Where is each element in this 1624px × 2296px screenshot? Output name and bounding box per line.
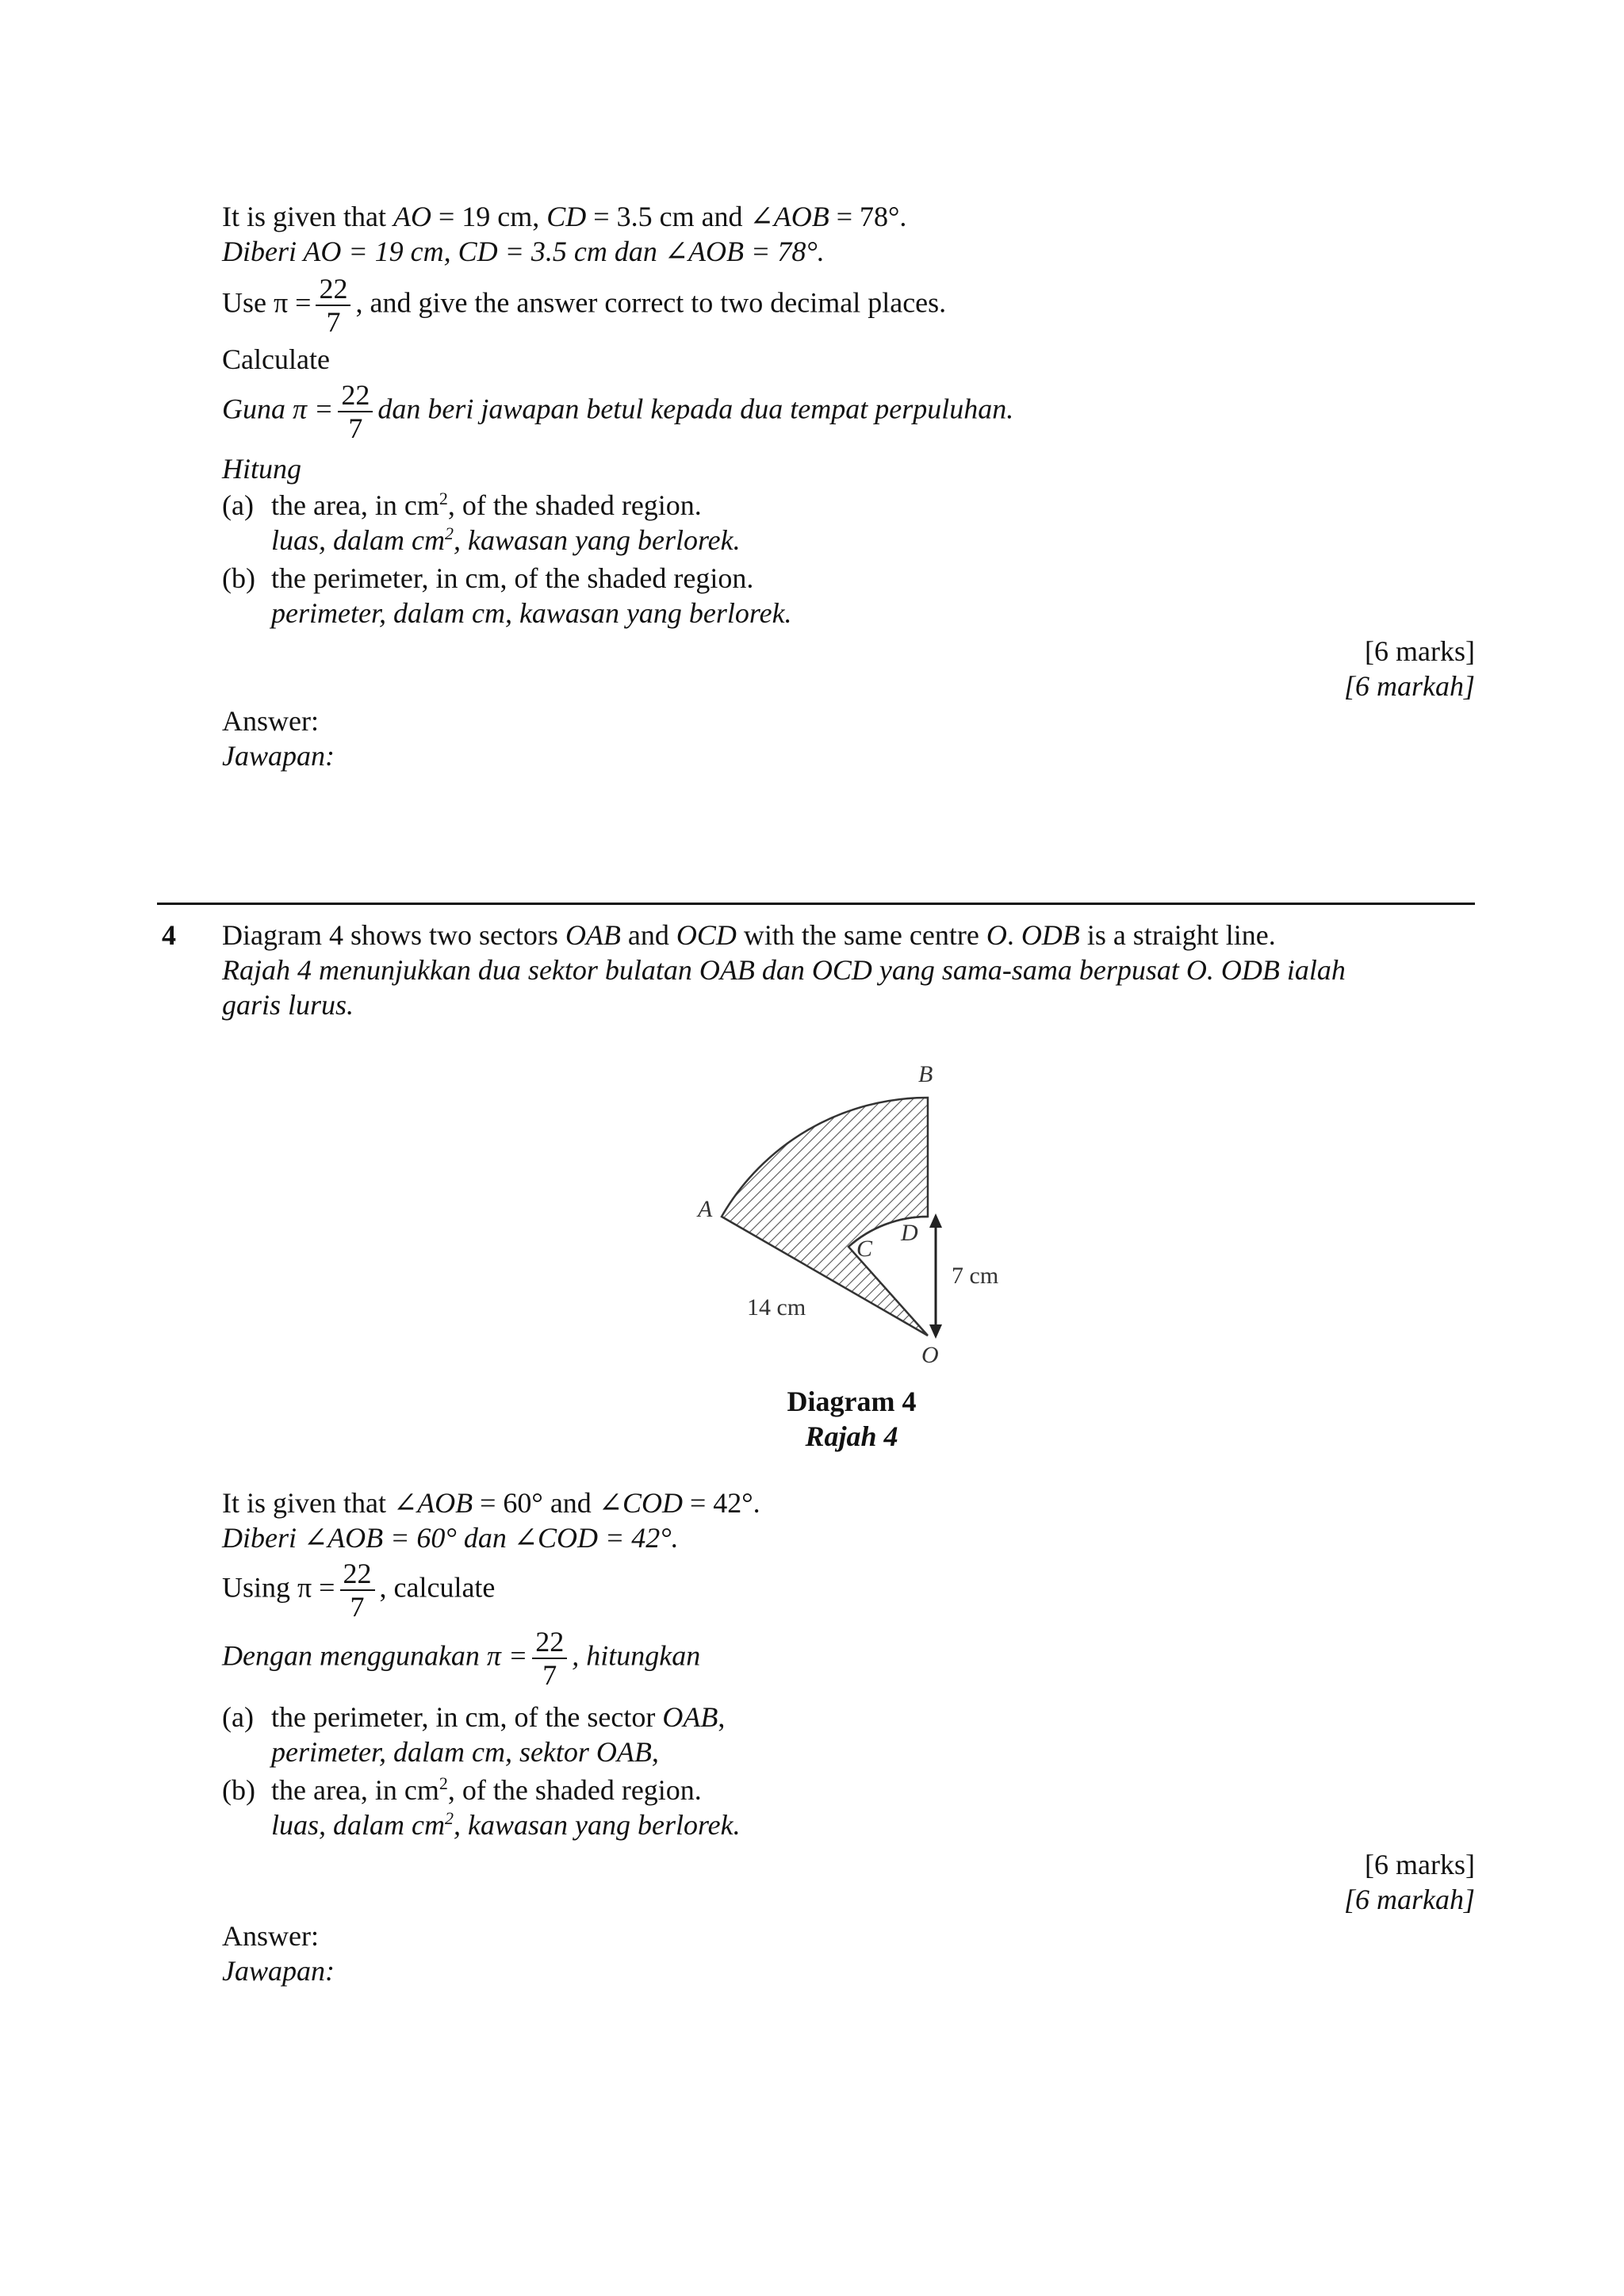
q4-dengan-pre: Dengan menggunakan π = [222, 1639, 528, 1672]
q4-intro-en [222, 918, 1276, 953]
arrow-head-down [929, 1324, 942, 1339]
q4-dengan-fraction [532, 1627, 567, 1689]
q4-given-mid: = 60° and [473, 1487, 599, 1519]
q3-guna-fraction [338, 381, 373, 443]
q4-using-pi [222, 1559, 495, 1621]
q3-given-ao: AO [393, 201, 431, 232]
q3-frac-den: 7 [326, 306, 341, 338]
diagram-4 [682, 1047, 1031, 1380]
q3-a-en-post: , of the shaded region. [447, 489, 702, 521]
q4-pi-fraction [340, 1559, 375, 1621]
q4-intro-mid: with the same centre [736, 919, 986, 951]
label-c: C [856, 1236, 873, 1262]
q4-part-a-en [271, 1700, 725, 1735]
q3-a-ms-post: , kawasan yang berlorek. [454, 524, 741, 556]
q4-dengan-frac-num: 22 [532, 1627, 567, 1659]
q3-calculate: Calculate [222, 343, 330, 375]
q3-part-b-label: (b) [222, 562, 255, 594]
q4-a-en-pre: the perimeter, in cm, of the sector [271, 1701, 663, 1733]
question-divider [157, 903, 1475, 905]
q4-frac-num: 22 [340, 1559, 375, 1591]
q3-marks-ms: [6 markah] [1343, 670, 1475, 702]
label-a: A [698, 1196, 713, 1222]
q4-given-ms: Diberi ∠AOB = 60° dan ∠COD = 42°. [222, 1522, 679, 1554]
q3-given-ms: Diberi AO = 19 cm, CD = 3.5 cm dan ∠AOB = 78°. [222, 236, 825, 267]
q4-intro-odb: ODB [1021, 919, 1080, 951]
label-14cm: 14 cm [747, 1294, 806, 1320]
q3-a-en-pre: the area, in cm [271, 489, 439, 521]
q4-number: 4 [162, 919, 176, 951]
q4-dengan-post: , hitungkan [572, 1639, 701, 1672]
q3-marks-en: [6 marks] [1365, 635, 1475, 667]
q4-intro-o: O [986, 919, 1007, 951]
q4-intro-ms-line1: Rajah 4 menunjukkan dua sektor bulatan OAB dan OCD yang sama-sama berpusat O. ODB ialah [222, 954, 1346, 986]
arrow-head-up [929, 1213, 942, 1228]
q4-intro-ms-line2: garis lurus. [222, 989, 354, 1021]
q3-part-b-ms: perimeter, dalam cm, kawasan yang berlorek. [271, 597, 792, 629]
q3-given-angle: ∠AOB [749, 201, 829, 232]
label-7cm: 7 cm [952, 1263, 999, 1289]
q3-guna-frac-num: 22 [338, 381, 373, 412]
q4-part-b-label: (b) [222, 1774, 255, 1806]
q4-given-angle1: ∠AOB [393, 1487, 473, 1519]
q3-given-cd: CD [546, 201, 587, 232]
q4-part-a-ms: perimeter, dalam cm, sektor OAB, [271, 1736, 659, 1768]
q4-part-b-en [271, 1773, 702, 1808]
q4-b-ms-pre: luas, dalam cm [271, 1809, 445, 1841]
q4-a-en-oab: OAB [662, 1701, 718, 1733]
q4-marks-ms: [6 markah] [1343, 1884, 1475, 1915]
q3-part-a-label: (a) [222, 489, 254, 521]
q3-hitung: Hitung [222, 453, 302, 485]
q4-answer-ms: Jawapan: [222, 1955, 335, 1987]
q3-a-ms-sup: 2 [445, 523, 454, 543]
q3-use-pre: Use π = [222, 286, 312, 319]
q4-given-en [222, 1486, 760, 1521]
q4-using-pre: Using π = [222, 1571, 335, 1604]
q4-a-en-post: , [718, 1701, 726, 1733]
q4-part-a-label: (a) [222, 1701, 254, 1733]
q4-intro-ocd: OCD [676, 919, 737, 951]
diagram-caption-ms: Rajah 4 [805, 1420, 898, 1452]
q4-b-ms-sup: 2 [445, 1808, 454, 1828]
q3-answer-en: Answer: [222, 705, 319, 737]
q4-b-en-pre: the area, in cm [271, 1774, 439, 1806]
label-o: O [921, 1342, 939, 1368]
q4-given-post: = 42°. [682, 1487, 760, 1519]
q3-given-en [222, 200, 906, 235]
q4-part-b-ms [271, 1808, 741, 1843]
q4-intro-post: is a straight line. [1079, 919, 1276, 951]
q3-pi-fraction [316, 274, 350, 336]
diagram-caption-en: Diagram 4 [787, 1386, 917, 1417]
q4-intro-and: and [620, 919, 676, 951]
q3-part-a-en [271, 489, 702, 523]
q3-answer-ms: Jawapan: [222, 740, 335, 772]
q4-marks-en: [6 marks] [1365, 1849, 1475, 1880]
q3-guna-pre: Guna π = [222, 393, 334, 425]
q3-part-a-ms [271, 523, 741, 558]
q4-given-angle2: ∠COD [598, 1487, 683, 1519]
q3-given-mid1: = 19 cm, [431, 201, 547, 232]
q4-dengan-frac-den: 7 [542, 1659, 557, 1691]
q3-given-mid2: = 3.5 cm and [586, 201, 750, 232]
q4-answer-en: Answer: [222, 1920, 319, 1952]
q4-frac-den: 7 [350, 1591, 365, 1623]
q4-intro-oab: OAB [565, 919, 621, 951]
q4-intro-dot: . [1006, 919, 1021, 951]
q3-guna-pi [222, 381, 1013, 443]
q3-a-en-sup: 2 [439, 489, 448, 508]
q3-given-en-text: It is given that [222, 201, 393, 232]
label-b: B [918, 1061, 933, 1087]
q3-use-pi [222, 274, 946, 336]
q4-b-en-post: , of the shaded region. [447, 1774, 702, 1806]
q4-intro-pre: Diagram 4 shows two sectors [222, 919, 565, 951]
q3-guna-post: dan beri jawapan betul kepada dua tempat perpuluhan. [377, 393, 1014, 425]
q4-dengan-pi [222, 1627, 700, 1689]
q4-b-en-sup: 2 [439, 1773, 448, 1793]
q3-frac-num: 22 [316, 274, 350, 306]
q3-a-ms-pre: luas, dalam cm [271, 524, 445, 556]
q4-b-ms-post: , kawasan yang berlorek. [454, 1809, 741, 1841]
q3-guna-frac-den: 7 [348, 412, 363, 444]
q4-given-pre: It is given that [222, 1487, 393, 1519]
q4-using-post: , calculate [379, 1571, 496, 1604]
label-d: D [901, 1220, 918, 1246]
q3-given-post: = 78°. [829, 201, 907, 232]
q3-part-b-en: the perimeter, in cm, of the shaded region. [271, 562, 754, 594]
q3-use-post: , and give the answer correct to two decimal places. [355, 286, 947, 319]
